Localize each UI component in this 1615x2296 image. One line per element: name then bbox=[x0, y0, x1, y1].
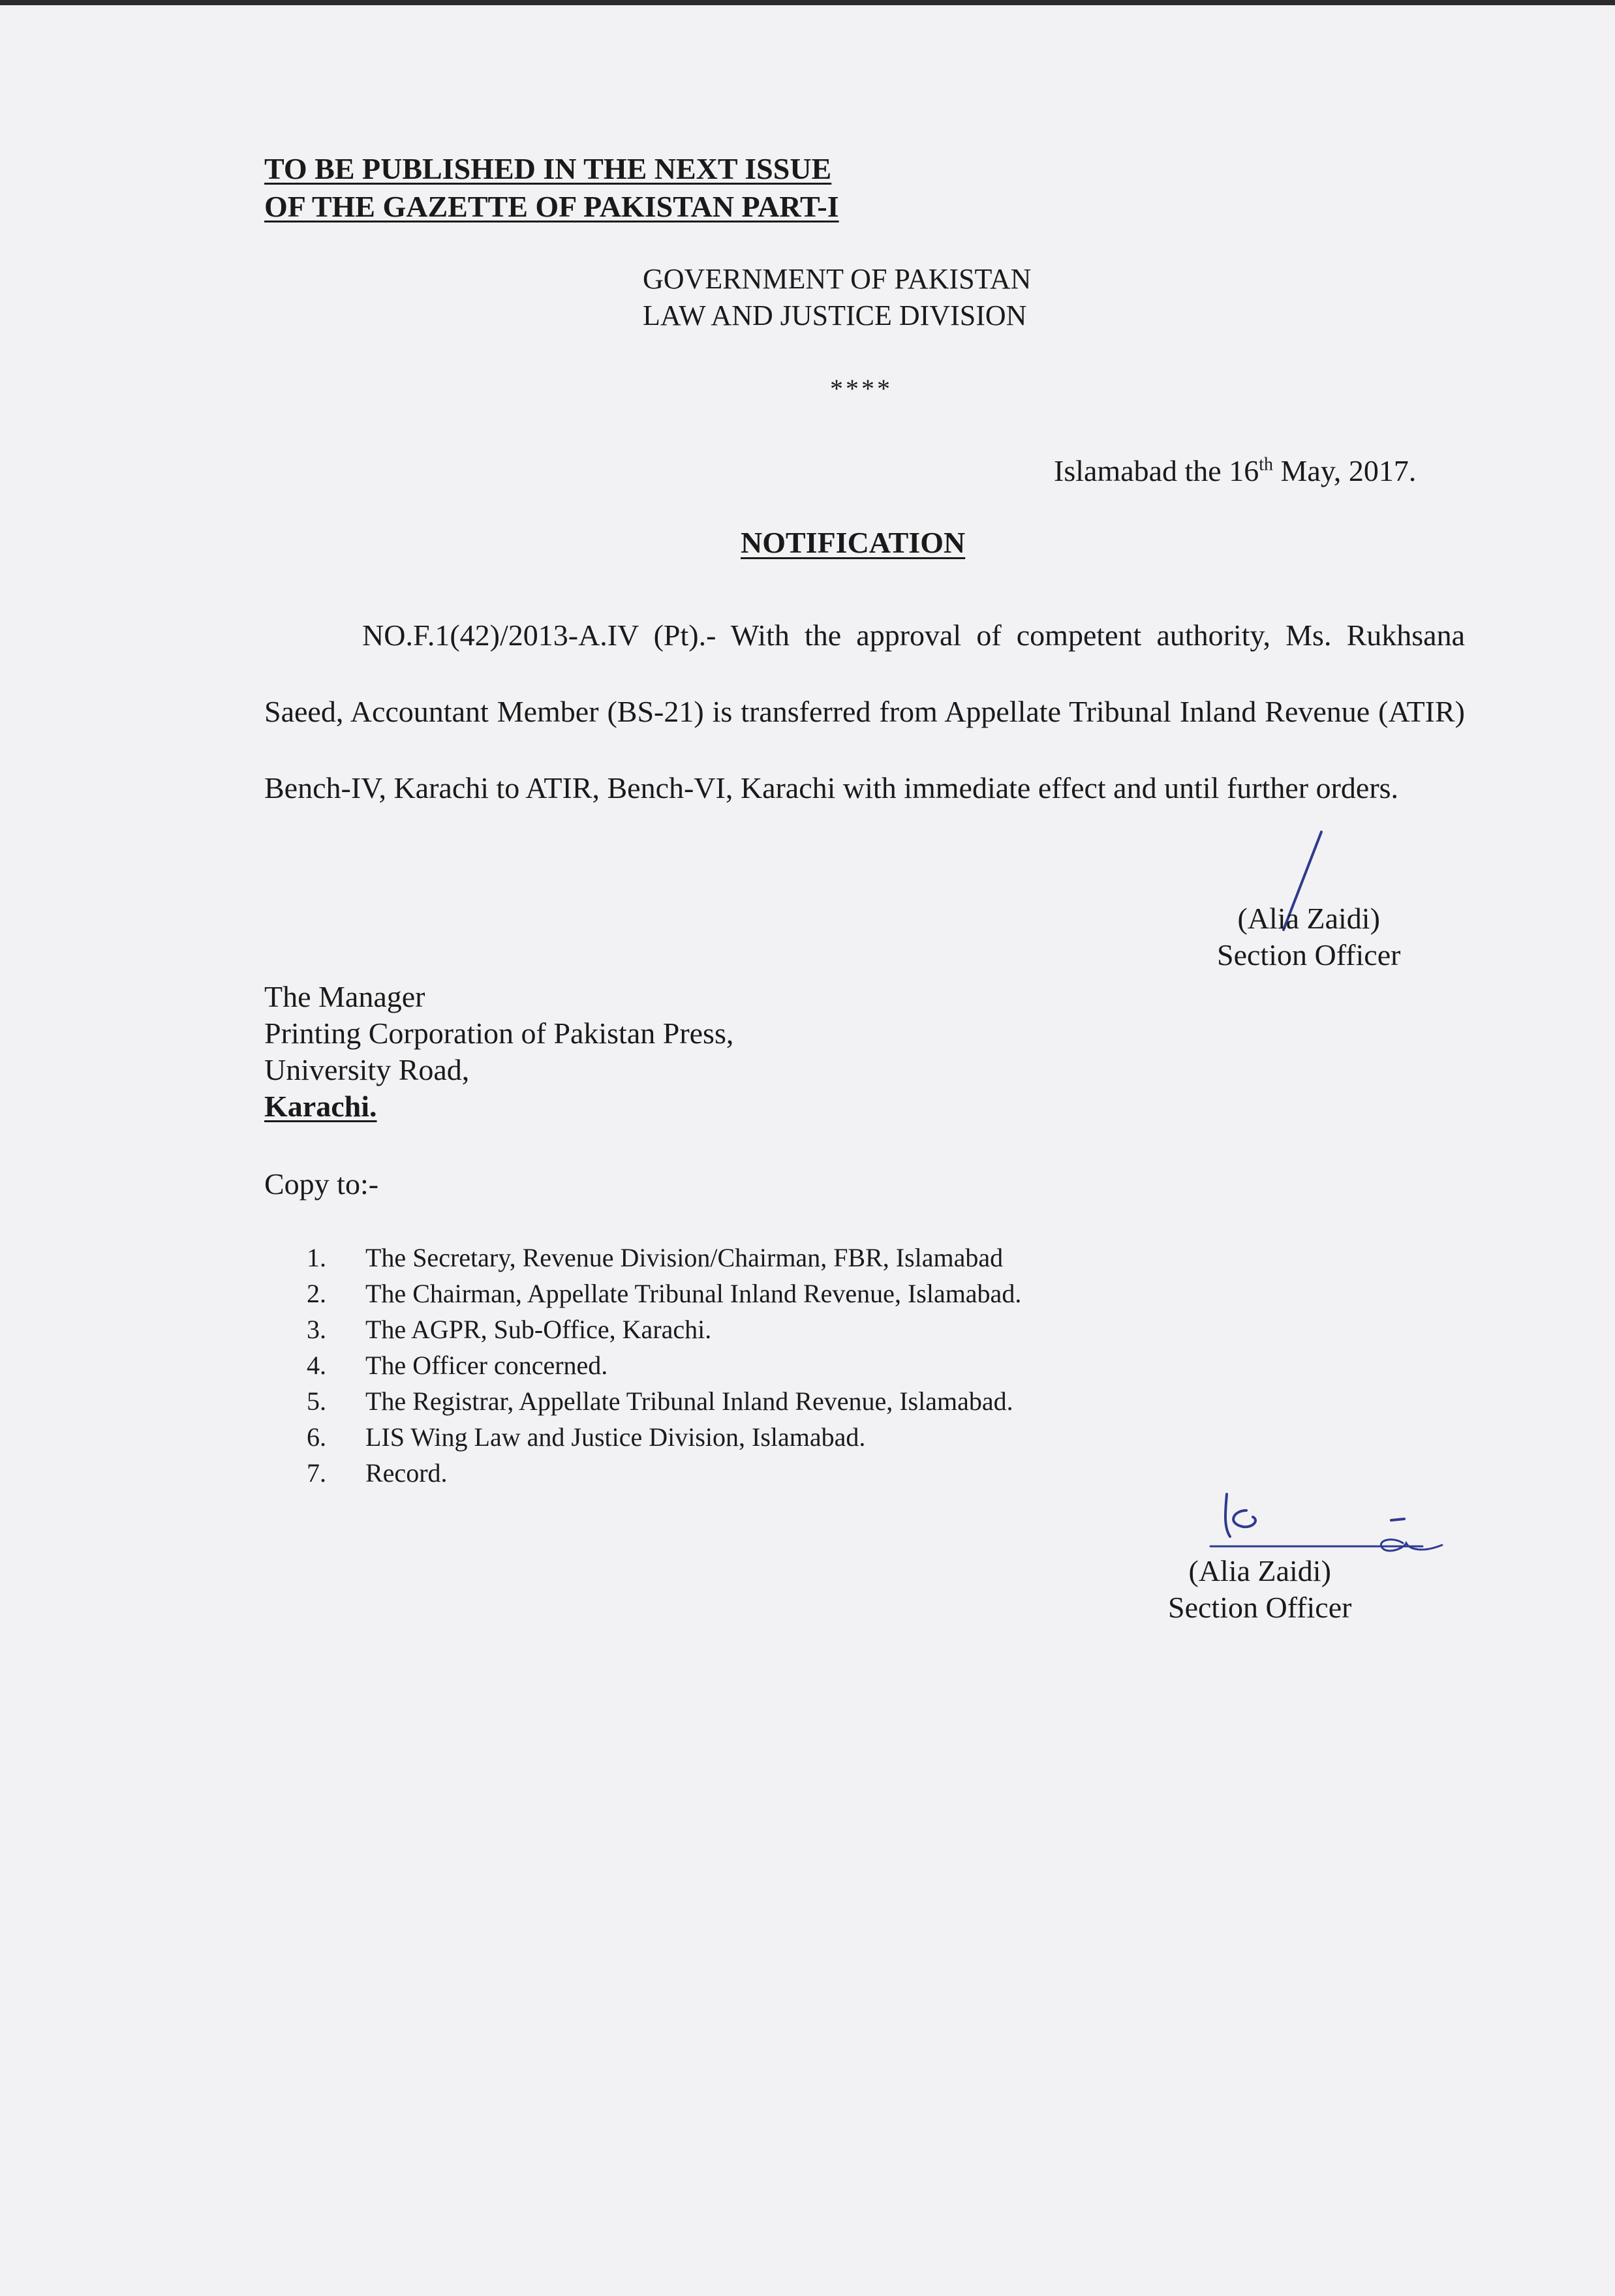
copy-to-label: Copy to:- bbox=[264, 1167, 379, 1201]
notification-title: NOTIFICATION bbox=[741, 526, 966, 559]
addressee-line-3: University Road, bbox=[264, 1053, 470, 1086]
date-rest: May, 2017. bbox=[1273, 454, 1417, 487]
division-name: LAW AND JUSTICE DIVISION bbox=[643, 299, 1027, 331]
list-item-number: 1. bbox=[307, 1243, 326, 1272]
addressee-block bbox=[264, 979, 733, 1125]
list-item bbox=[307, 1311, 1021, 1347]
list-item-text: LIS Wing Law and Justice Division, Islamabad. bbox=[365, 1422, 866, 1452]
signatory-designation-2: Section Officer bbox=[1168, 1591, 1352, 1624]
list-item bbox=[307, 1240, 1021, 1276]
list-item-number: 6. bbox=[307, 1422, 326, 1452]
date-line bbox=[1054, 453, 1416, 488]
notification-body bbox=[264, 597, 1465, 826]
list-item-text: The Chairman, Appellate Tribunal Inland Revenue, Islamabad. bbox=[365, 1279, 1022, 1308]
gazette-line-2: OF THE GAZETTE OF PAKISTAN PART-I bbox=[264, 190, 839, 223]
list-item-number: 2. bbox=[307, 1279, 326, 1308]
government-name: GOVERNMENT OF PAKISTAN bbox=[643, 263, 1032, 295]
separator-stars: **** bbox=[830, 374, 893, 403]
date-ordinal: th bbox=[1259, 454, 1274, 475]
list-item bbox=[307, 1455, 1021, 1491]
list-item bbox=[307, 1383, 1021, 1419]
list-item-text: The Officer concerned. bbox=[365, 1351, 608, 1380]
gazette-notice bbox=[264, 150, 839, 226]
list-item-number: 4. bbox=[307, 1351, 326, 1380]
signatory-block-2 bbox=[1168, 1553, 1351, 1626]
letterhead bbox=[643, 261, 1031, 334]
scan-top-edge bbox=[0, 0, 1615, 5]
list-item-text: The Registrar, Appellate Tribunal Inland Revenue, Islamabad. bbox=[365, 1386, 1013, 1416]
notification-text: NO.F.1(42)/2013-A.IV (Pt).- With the approval of competent authority, Ms. Rukhsana Saeed, Accountant Member (BS-21) is transferred from Appellate Tribunal Inland Revenue (ATIR) Bench-IV, Karachi to ATIR, Bench-VI, Karachi with immediate effect and until further orders. bbox=[264, 619, 1465, 804]
list-item-number: 7. bbox=[307, 1458, 326, 1488]
list-item bbox=[307, 1419, 1021, 1455]
date-prefix: Islamabad the 16 bbox=[1054, 454, 1259, 487]
signatory-designation-1: Section Officer bbox=[1217, 938, 1401, 972]
list-item-text: The Secretary, Revenue Division/Chairman, FBR, Islamabad bbox=[365, 1243, 1004, 1272]
list-item bbox=[307, 1276, 1021, 1311]
addressee-line-1: The Manager bbox=[264, 980, 425, 1013]
addressee-line-2: Printing Corporation of Pakistan Press, bbox=[264, 1017, 734, 1050]
list-item-text: Record. bbox=[365, 1458, 448, 1488]
copy-to-list bbox=[307, 1240, 1021, 1491]
gazette-line-1: TO BE PUBLISHED IN THE NEXT ISSUE bbox=[264, 152, 832, 185]
list-item-number: 5. bbox=[307, 1386, 326, 1416]
list-item-number: 3. bbox=[307, 1315, 326, 1344]
signatory-block-1 bbox=[1217, 900, 1400, 973]
list-item bbox=[307, 1347, 1021, 1383]
signatory-name-2: (Alia Zaidi) bbox=[1188, 1554, 1331, 1587]
list-item-text: The AGPR, Sub-Office, Karachi. bbox=[365, 1315, 712, 1344]
addressee-city: Karachi. bbox=[264, 1090, 377, 1123]
signatory-name-1: (Alia Zaidi) bbox=[1237, 902, 1380, 935]
